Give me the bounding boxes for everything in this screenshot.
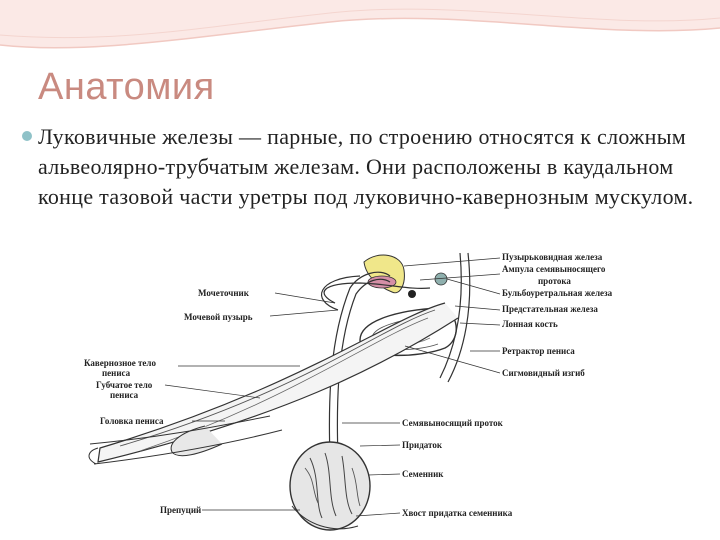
label-glans: Головка пениса bbox=[100, 416, 164, 426]
label-sigmoid-flexure: Сигмовидный изгиб bbox=[502, 368, 585, 378]
bullet-dot-icon bbox=[22, 131, 32, 141]
label-epididymis: Придаток bbox=[402, 440, 442, 450]
label-pubic-bone: Лонная кость bbox=[502, 319, 558, 329]
label-prostate: Предстательная железа bbox=[502, 304, 598, 314]
anatomy-diagram bbox=[60, 248, 660, 533]
slide-title: Анатомия bbox=[38, 66, 215, 108]
label-vas-deferens: Семявыносящий проток bbox=[402, 418, 503, 428]
label-ampulla: Ампула семявыносящего bbox=[502, 264, 606, 274]
label-prepuce: Препуций bbox=[160, 505, 202, 515]
label-bladder: Мочевой пузырь bbox=[184, 312, 253, 322]
label-retractor: Ретрактор пениса bbox=[502, 346, 575, 356]
label-epididymis-tail: Хвост придатка семенника bbox=[402, 508, 513, 518]
label-spongy-body-2: пениса bbox=[110, 390, 139, 400]
label-bulbourethral-gland: Бульбоуретральная железа bbox=[502, 288, 613, 298]
label-ampulla-2: протока bbox=[538, 276, 571, 286]
label-testis: Семенник bbox=[402, 469, 444, 479]
label-vesicular-gland: Пузырьковидная железа bbox=[502, 252, 603, 262]
bullet-text: Луковичные железы — парные, по строению относятся к сложным альвеолярно-трубчатым железам. Они расположены в каудальном конце тазовой части уретры под луковично-кавернозным мускулом. bbox=[38, 124, 694, 209]
label-cavernous-body: Кавернозное тело bbox=[84, 358, 156, 368]
label-cavernous-body-2: пениса bbox=[102, 368, 131, 378]
label-ureter: Мочеточник bbox=[198, 288, 249, 298]
label-spongy-body: Губчатое тело bbox=[96, 380, 153, 390]
